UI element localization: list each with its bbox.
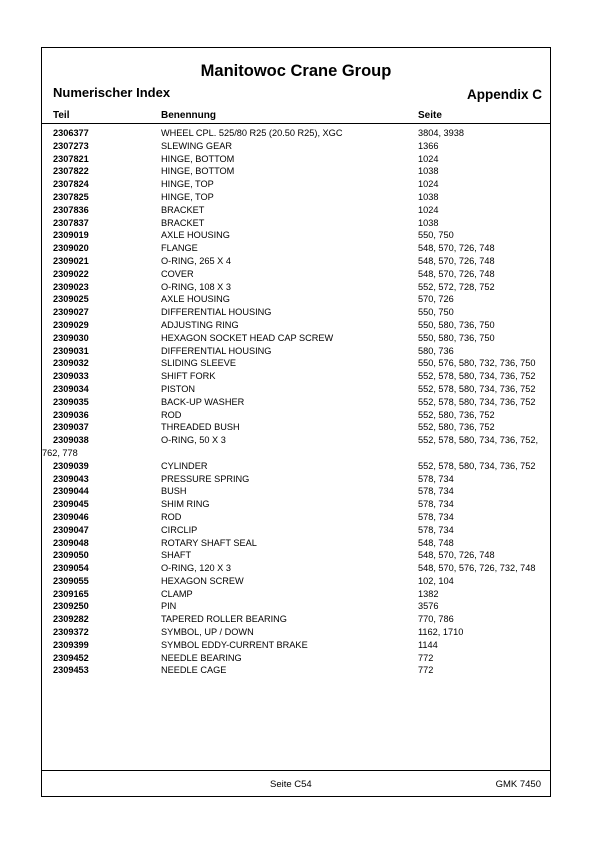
table-row [42,473,550,486]
table-row [42,613,550,626]
description-cell: AXLE HOUSING [161,230,230,241]
table-row [42,575,550,588]
description-cell: ROTARY SHAFT SEAL [161,537,257,548]
description-cell: THREADED BUSH [161,422,240,433]
description-cell: DIFFERENTIAL HOUSING [161,307,272,318]
table-row [42,370,550,383]
page-ref-cell: 1024 [418,179,439,190]
page-ref-cell: 552, 572, 728, 752 [418,281,495,292]
table-row [42,217,550,230]
part-number-cell: 2309165 [53,588,89,599]
description-cell: SYMBOL EDDY-CURRENT BRAKE [161,639,308,650]
description-cell: BUSH [161,486,187,497]
page-ref-cell: 550, 750 [418,230,454,241]
description-cell: SYMBOL, UP / DOWN [161,627,254,638]
part-number-cell: 2309025 [53,294,89,305]
table-row [42,153,550,166]
description-cell: CYLINDER [161,460,208,471]
part-number-cell: 2307821 [53,153,89,164]
page-ref-cell: 552, 578, 580, 734, 736, 752, 762, 778 [42,435,539,458]
page-ref-cell: 1162, 1710 [418,627,464,638]
description-cell: HINGE, TOP [161,191,214,202]
page-ref-cell: 548, 570, 726, 748 [418,268,495,279]
part-number-cell: 2309453 [53,665,89,676]
part-number-cell: 2309033 [53,371,89,382]
page-ref-cell: 552, 580, 736, 752 [418,422,495,433]
table-row [42,664,550,677]
table-row [42,537,550,550]
page-ref-cell: 102, 104 [418,575,454,586]
description-cell: HEXAGON SOCKET HEAD CAP SCREW [161,332,334,343]
page-number: Seite C54 [270,779,312,790]
description-cell: CIRCLIP [161,524,198,535]
page-ref-cell: 578, 734 [418,499,454,510]
footer-divider [42,770,550,771]
page-ref-cell: 552, 580, 736, 752 [418,409,495,420]
part-number-cell: 2307273 [53,140,89,151]
description-cell: SLEWING GEAR [161,140,232,151]
part-number-cell: 2309048 [53,537,89,548]
table-row [42,268,550,281]
table-row [42,332,550,345]
part-number-cell: 2309039 [53,460,89,471]
description-cell: SHIM RING [161,499,210,510]
part-number-cell: 2309031 [53,345,89,356]
part-number-cell: 2309022 [53,268,89,279]
description-cell: FLANGE [161,243,198,254]
table-row [42,178,550,191]
table-row [42,281,550,294]
part-number-cell: 2309037 [53,422,89,433]
table-row [42,409,550,422]
table-row [42,242,550,255]
table-row [42,421,550,434]
part-number-cell: 2309054 [53,563,89,574]
column-header-benennung: Benennung [161,110,216,121]
table-row [42,255,550,268]
part-number-cell: 2309023 [53,281,89,292]
page-ref-cell: 548, 570, 726, 748 [418,550,495,561]
table-row [42,498,550,511]
page-ref-cell: 1144 [418,639,438,650]
description-cell: HEXAGON SCREW [161,575,244,586]
part-number-cell: 2309372 [53,627,89,638]
page-ref-cell: 578, 734 [418,473,454,484]
table-row [42,549,550,562]
page-ref-cell: 772 [418,665,434,676]
description-cell: ADJUSTING RING [161,319,239,330]
description-cell: HINGE, TOP [161,179,214,190]
table-row [42,626,550,639]
description-cell: BRACKET [161,217,205,228]
description-cell: WHEEL CPL. 525/80 R25 (20.50 R25), XGC [161,128,343,138]
part-number-cell: 2309019 [53,230,89,241]
part-number-cell: 2309038 [53,435,89,446]
part-number-cell: 2309030 [53,332,89,343]
table-row [42,524,550,537]
part-number-cell: 2309043 [53,473,89,484]
description-cell: BRACKET [161,204,205,215]
table-row [42,191,550,204]
description-cell: NEEDLE BEARING [161,652,242,663]
table-row [42,165,550,178]
part-number-cell: 2309044 [53,486,89,497]
page-ref-cell: 1024 [418,153,439,164]
table-row [42,204,550,217]
description-cell: ROD [161,511,182,522]
part-number-cell: 2309399 [53,639,89,650]
description-cell: DIFFERENTIAL HOUSING [161,345,272,356]
part-number-cell: 2309021 [53,255,89,266]
page-ref-cell: 578, 734 [418,486,454,497]
page-ref-cell: 550, 580, 736, 750 [418,319,495,330]
description-cell: COVER [161,268,194,279]
page-ref-cell: 548, 570, 726, 748 [418,255,495,266]
page-ref-cell: 770, 786 [418,614,454,625]
table-row [42,396,550,409]
table-row [42,293,550,306]
description-cell: SLIDING SLEEVE [161,358,237,369]
page-ref-cell: 1038 [418,166,439,177]
description-cell: O-RING, 120 X 3 [161,563,231,574]
parts-table-body [42,127,550,677]
part-number-cell: 2309050 [53,550,89,561]
table-row [42,357,550,370]
table-row [42,383,550,396]
part-number-cell: 2307837 [53,217,89,228]
part-number-cell: 2309027 [53,307,89,318]
index-subtitle: Numerischer Index [53,85,171,100]
column-header-teil: Teil [53,110,70,121]
page-frame [41,47,551,797]
part-number-cell: 2307825 [53,191,89,202]
part-number-cell: 2309035 [53,396,89,407]
document-code: GMK 7450 [495,779,541,790]
page-ref-cell: 550, 750 [418,307,454,318]
page-ref-cell: 578, 734 [418,524,454,535]
page-ref-cell: 578, 734 [418,511,454,522]
description-cell: PIN [161,601,177,612]
header-divider [42,123,550,124]
page-ref-cell: 1038 [418,191,439,202]
description-cell: ROD [161,409,182,420]
description-cell: AXLE HOUSING [161,294,230,305]
page-ref-cell: 1024 [418,204,439,215]
part-number-cell: 2309452 [53,652,89,663]
part-number-cell: 2309029 [53,319,89,330]
page-ref-cell: 550, 576, 580, 732, 736, 750 [418,358,536,369]
table-row [42,460,550,473]
description-cell: O-RING, 108 X 3 [161,281,231,292]
part-number-cell: 2307822 [53,166,89,177]
page-ref-cell: 3576 [418,601,439,612]
part-number-cell: 2309282 [53,614,89,625]
table-row [42,319,550,332]
page-ref-cell: 548, 570, 576, 726, 732, 748 [418,563,536,574]
table-row [42,562,550,575]
description-cell: PISTON [161,383,196,394]
table-row [42,652,550,665]
table-row [42,600,550,613]
table-row [42,639,550,652]
description-cell: HINGE, BOTTOM [161,166,235,177]
page-ref-cell: 552, 578, 580, 734, 736, 752 [418,396,536,407]
table-row [42,511,550,524]
description-cell: O-RING, 265 X 4 [161,255,231,266]
part-number-cell: 2306377 [53,128,89,138]
part-number-cell: 2309020 [53,243,89,254]
part-number-cell: 2309032 [53,358,89,369]
description-cell: PRESSURE SPRING [161,473,250,484]
part-number-cell: 2307824 [53,179,89,190]
page-ref-cell: 580, 736 [418,345,454,356]
page-ref-cell: 1382 [418,588,439,599]
description-cell: NEEDLE CAGE [161,665,227,676]
description-cell: CLAMP [161,588,193,599]
table-row [42,306,550,319]
part-number-cell: 2309034 [53,383,89,394]
column-header-seite: Seite [418,110,442,121]
description-cell: O-RING, 50 X 3 [161,435,226,446]
part-number-cell: 2309036 [53,409,89,420]
table-row [42,229,550,242]
table-row [42,485,550,498]
page-ref-cell: 3804, 3938 [418,128,464,138]
page-ref-cell: 550, 580, 736, 750 [418,332,495,343]
description-cell: TAPERED ROLLER BEARING [161,614,287,625]
appendix-label: Appendix C [466,87,542,102]
part-number-cell: 2309047 [53,524,89,535]
part-number-cell: 2309045 [53,499,89,510]
table-row [42,434,550,460]
page-ref-cell: 548, 570, 726, 748 [418,243,495,254]
part-number-cell: 2309250 [53,601,89,612]
table-row [42,345,550,358]
page-ref-cell: 772 [418,652,434,663]
part-number-cell: 2309046 [53,511,89,522]
table-row [42,140,550,153]
table-row [42,127,550,140]
page-ref-cell: 552, 578, 580, 734, 736, 752 [418,383,536,394]
description-cell: SHIFT FORK [161,371,216,382]
description-cell: HINGE, BOTTOM [161,153,235,164]
page-ref-cell: 548, 748 [418,537,454,548]
description-cell: SHAFT [161,550,192,561]
page-ref-cell: 1366 [418,140,439,151]
page-ref-cell: 552, 578, 580, 734, 736, 752 [418,460,536,471]
part-number-cell: 2307836 [53,204,89,215]
page-title: Manitowoc Crane Group [200,62,392,80]
page-ref-cell: 570, 726 [418,294,454,305]
page-ref-cell: 1038 [418,217,439,228]
table-row [42,588,550,601]
page-ref-cell: 552, 578, 580, 734, 736, 752 [418,371,536,382]
description-cell: BACK-UP WASHER [161,396,245,407]
part-number-cell: 2309055 [53,575,89,586]
